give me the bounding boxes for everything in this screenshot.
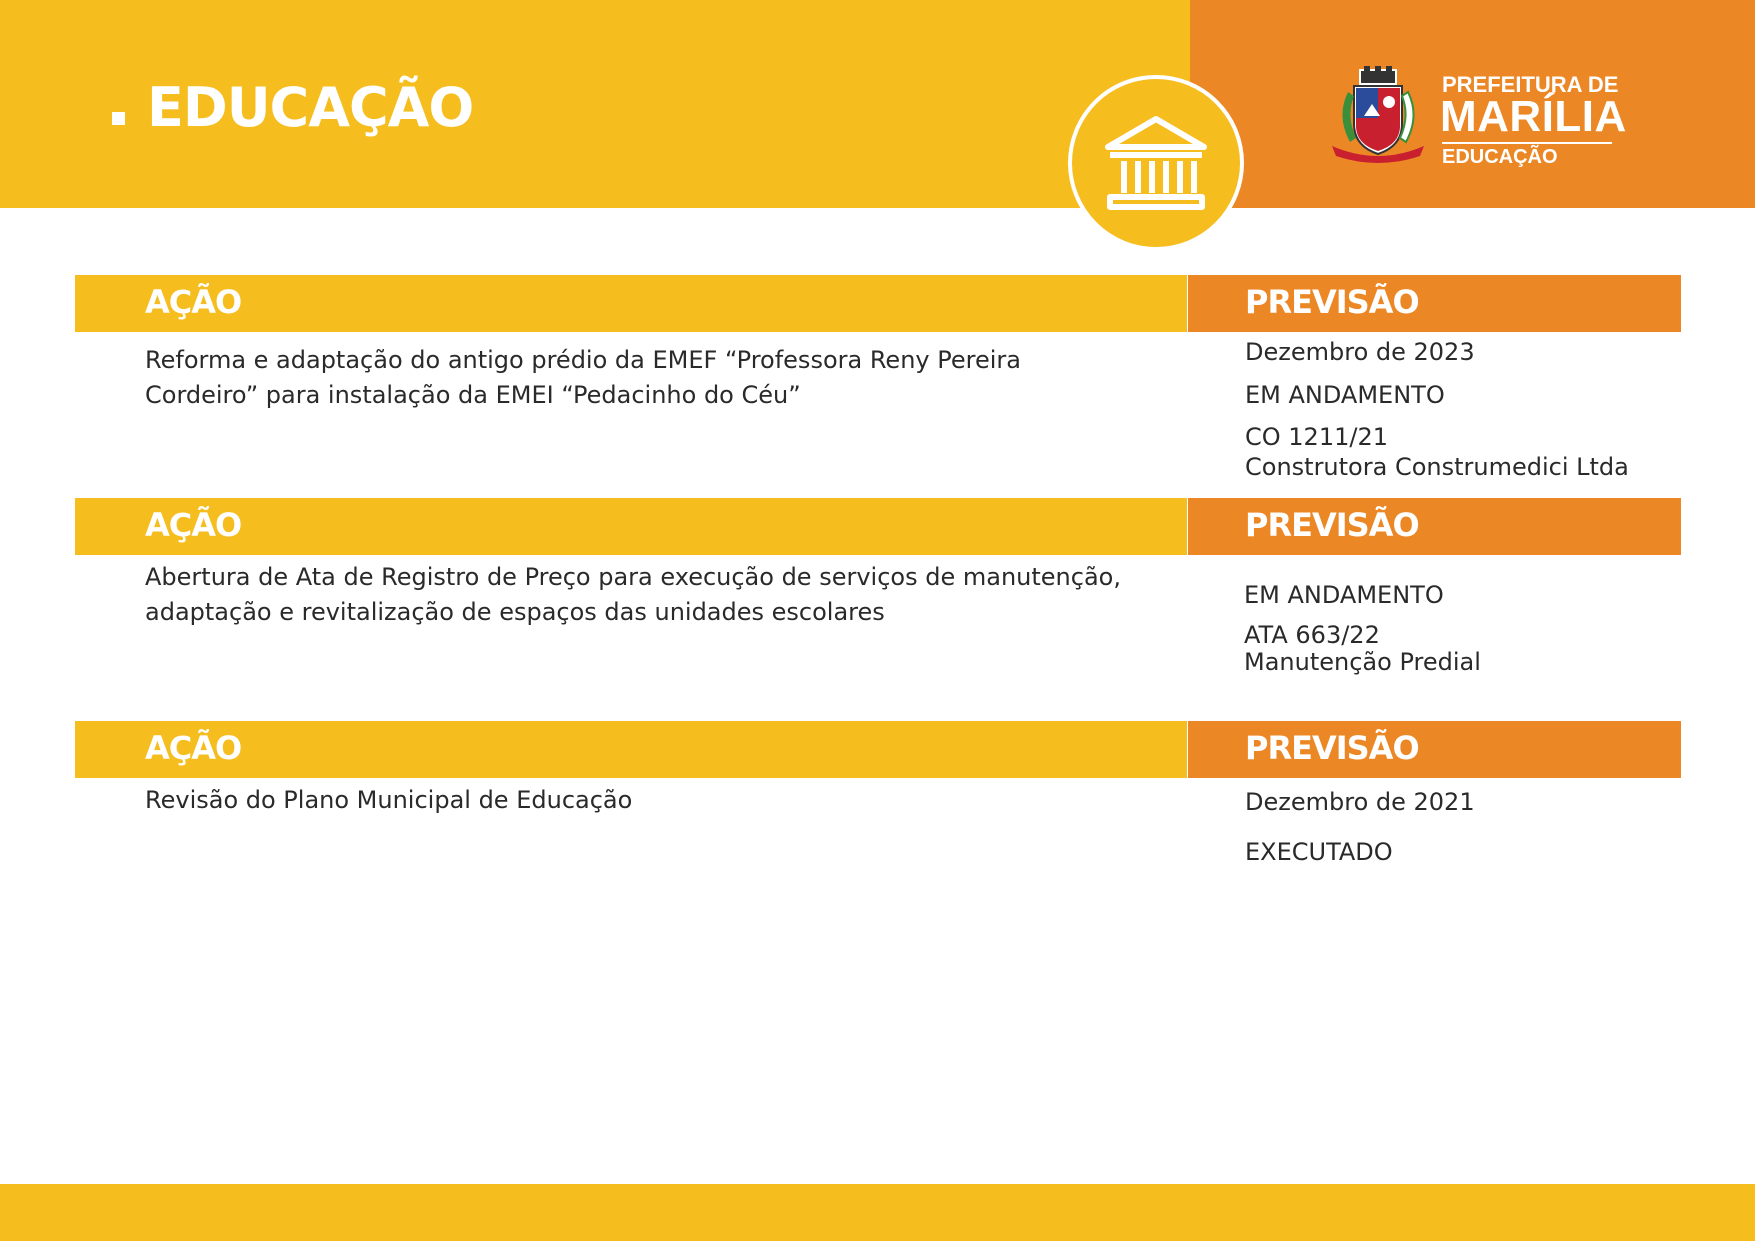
action-section	[75, 275, 1681, 485]
building-columns-icon-svg	[1100, 113, 1212, 213]
forecast-status: EXECUTADO	[1245, 838, 1393, 866]
section-header-row	[75, 498, 1681, 555]
action-header-bar	[75, 721, 1187, 778]
action-header-label: AÇÃO	[145, 506, 242, 544]
building-columns-icon	[1068, 75, 1244, 251]
forecast-header-label: PREVISÃO	[1245, 729, 1419, 767]
logo-city-name: MARÍLIA	[1440, 92, 1627, 141]
forecast-contract: CO 1211/21	[1245, 423, 1388, 451]
page-title-text: EDUCAÇÃO	[147, 75, 474, 139]
forecast-status: EM ANDAMENTO	[1245, 381, 1445, 409]
forecast-contractor: Construtora Construmedici Ltda	[1245, 453, 1629, 481]
forecast-header-label: PREVISÃO	[1245, 283, 1419, 321]
logo-prefeitura-text: PREFEITURA DE	[1442, 72, 1619, 97]
forecast-contractor: Manutenção Predial	[1244, 648, 1481, 676]
forecast-status: EM ANDAMENTO	[1244, 581, 1444, 609]
page-title	[112, 72, 473, 142]
forecast-header-bar	[1188, 498, 1681, 555]
action-header-bar	[75, 498, 1187, 555]
forecast-date: Dezembro de 2023	[1245, 338, 1475, 366]
forecast-date: Dezembro de 2021	[1245, 788, 1475, 816]
section-header-row	[75, 721, 1681, 778]
prefeitura-logo	[1326, 66, 1626, 170]
action-section	[75, 721, 1681, 901]
section-header-row	[75, 275, 1681, 332]
action-description: Abertura de Ata de Registro de Preço para execução de serviços de manutenção, adaptação e revitalização de espaços das unidades escolares	[145, 563, 1121, 626]
logo-divider	[1442, 142, 1612, 144]
forecast-contract: ATA 663/22	[1244, 621, 1380, 649]
title-bullet-icon	[112, 112, 125, 125]
forecast-header-label: PREVISÃO	[1245, 506, 1419, 544]
footer-band	[0, 1184, 1755, 1241]
coat-of-arms-icon	[1326, 66, 1430, 166]
action-header-bar	[75, 275, 1187, 332]
action-description: Revisão do Plano Municipal de Educação	[145, 786, 633, 814]
action-description: Reforma e adaptação do antigo prédio da EMEF “Professora Reny Pereira Cordeiro” para instalação da EMEI “Pedacinho do Céu”	[145, 346, 1021, 409]
action-section	[75, 498, 1681, 698]
action-header-label: AÇÃO	[145, 283, 242, 321]
logo-department-text: EDUCAÇÃO	[1442, 146, 1558, 168]
forecast-header-bar	[1188, 275, 1681, 332]
forecast-header-bar	[1188, 721, 1681, 778]
action-header-label: AÇÃO	[145, 729, 242, 767]
